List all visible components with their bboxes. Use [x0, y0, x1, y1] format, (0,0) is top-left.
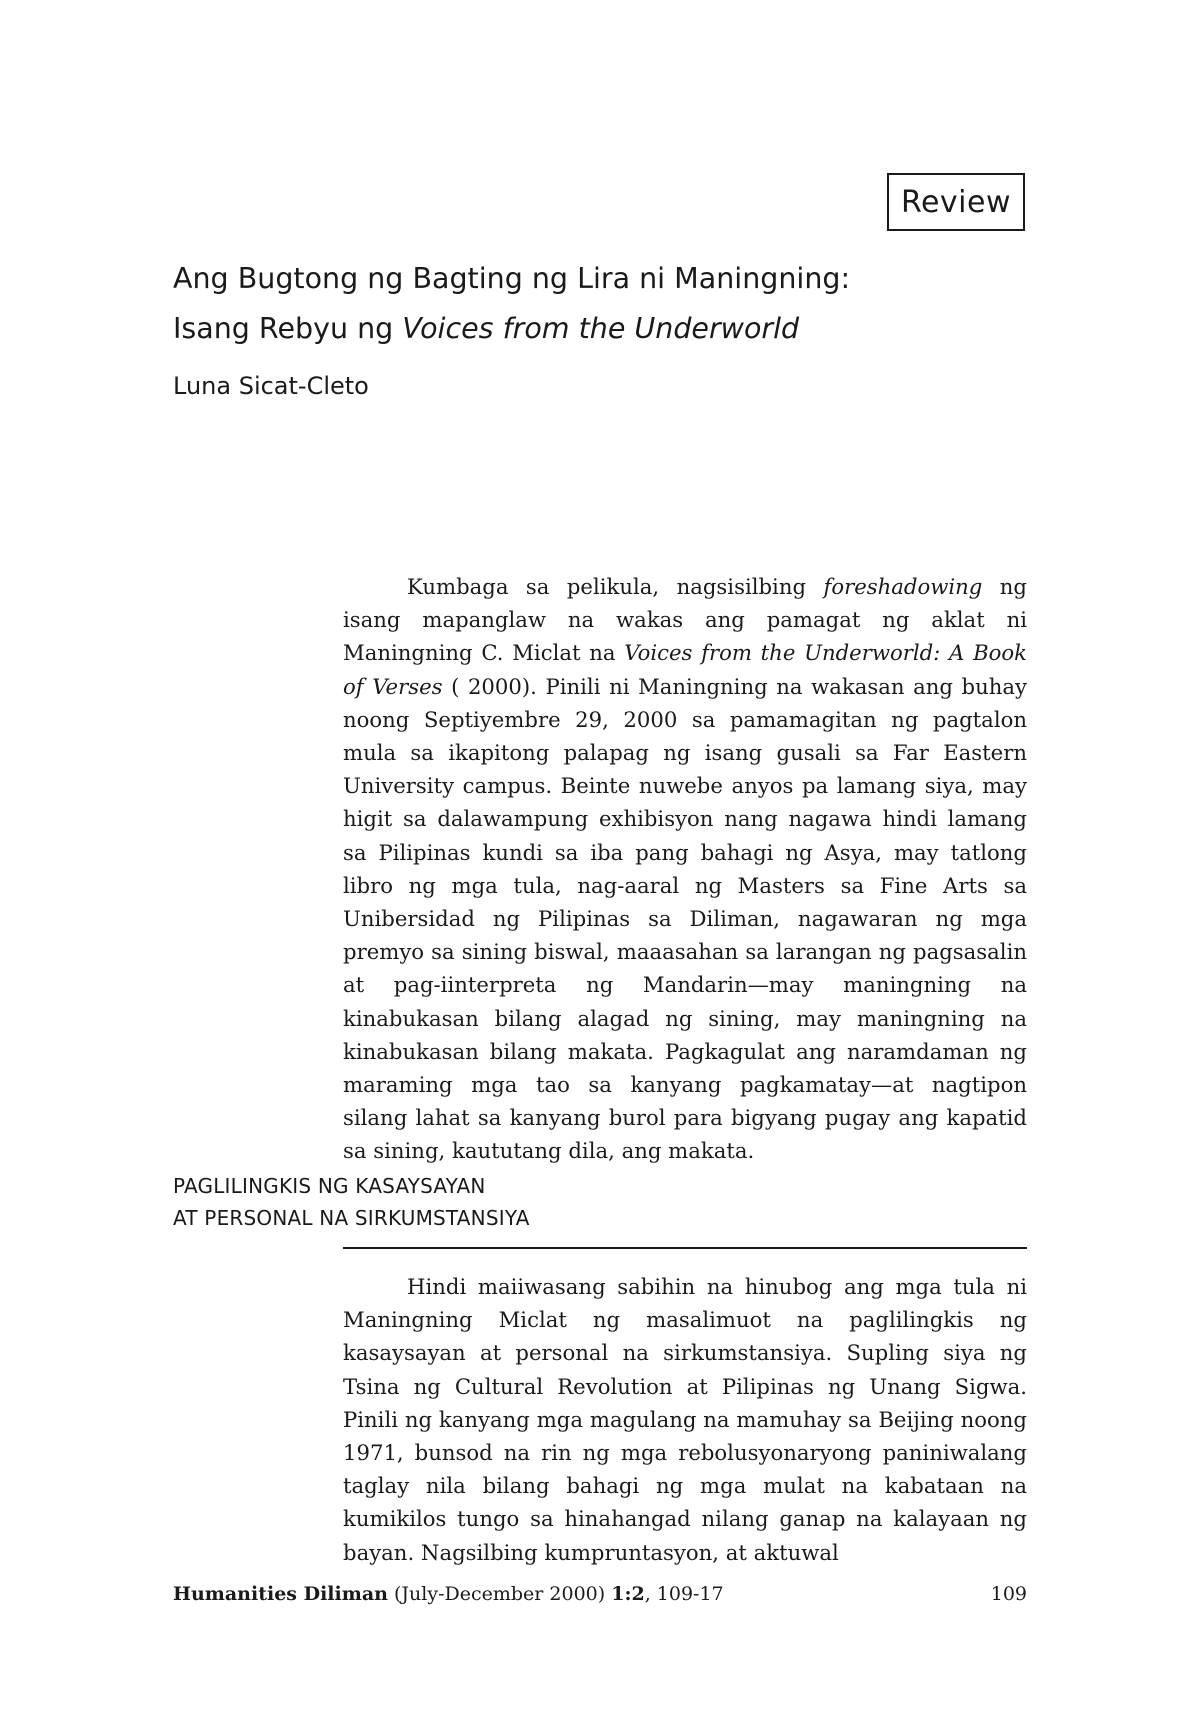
paragraph-1 — [343, 570, 1027, 1168]
page-number: 109 — [990, 1583, 1027, 1605]
p1-text-1: Kumbaga sa pelikula, nagsisilbing — [407, 574, 824, 599]
p1-text-3: ( 2000). Pinili ni Maningning na wakasan ang buhay noong Septiyembre 29, 2000 sa pamamagitan ng pagtalon mula sa ikapitong palapag ng isang gusali sa Far Eastern University campus. Beinte nuwebe anyos pa lamang siya, may higit sa dalawampung exhibisyon nang nagawa hindi lamang sa Pilipinas kundi sa iba pang bahagi ng Asya, may tatlong libro ng mga tula, nag-aaral ng Masters sa Fine Arts sa Unibersidad ng Pilipinas sa Diliman, nagawaran ng mga premyo sa sining biswal, maaasahan sa larangan ng pagsasalin at pag-iinterpreta ng Mandarin—may maningning na kinabukasan bilang alagad ng sining, may maningning na kinabukasan bilang makata. Pagkagulat ang naramdaman ng maraming mga tao sa kanyang pagkamatay—at nagtipon silang lahat sa kanyang burol para bigyang pugay ang kapatid sa sining, kaututang dila, ang makata. — [343, 673, 1027, 1164]
title-line-1: Ang Bugtong ng Bagting ng Lira ni Maningning: — [173, 262, 851, 295]
review-badge: Review — [887, 173, 1025, 231]
author-name: Luna Sicat-Cleto — [173, 372, 369, 400]
article-title — [173, 254, 1053, 354]
title-book-name: Voices from the Underworld — [402, 312, 800, 345]
p1-text-2: ng isang mapanglaw na wakas ang pamagat ng aklat ni Maningning C. Miclat na — [343, 574, 1027, 666]
paragraph-2: Hindi maiiwasang sabihin na hinubog ang mga tula ni Maningning Miclat ng masalimuot na paglilingkis ng kasaysayan at personal na sirkumstansiya. Supling siya ng Tsina ng Cultural Revolution at Pilipinas ng Unang Sigwa. Pinili ng kanyang mga magulang na mamuhay sa Beijing noong 1971, bunsod na rin ng mga rebolusyonaryong paniniwalang taglay nila bilang bahagi ng mga mulat na kabataan na kumikilos tungo sa hinahangad nilang ganap na kalayaan ng bayan. Nagsilbing kumpruntasyon, at aktuwal — [343, 1274, 1027, 1565]
journal-issue: (July-December 2000) — [387, 1583, 612, 1605]
journal-volume: 1:2 — [611, 1583, 645, 1605]
citation — [173, 1583, 724, 1605]
section-heading — [173, 1170, 530, 1234]
p1-italic-1: foreshadowing — [823, 574, 983, 599]
title-line-2 — [173, 304, 1053, 354]
journal-pages: , 109-17 — [644, 1583, 724, 1605]
section-divider — [343, 1247, 1027, 1249]
section-heading-line-2: AT PERSONAL NA SIRKUMSTANSIYA — [173, 1206, 530, 1230]
journal-name: Humanities Diliman — [173, 1583, 388, 1605]
title-line-2-prefix: Isang Rebyu ng — [173, 312, 403, 345]
page-footer — [173, 1583, 1027, 1605]
section-heading-line-1: PAGLILINGKIS NG KASAYSAYAN — [173, 1174, 486, 1198]
p1-italic-2: Voices from the Underworld: A Book of Verses — [343, 640, 1027, 699]
